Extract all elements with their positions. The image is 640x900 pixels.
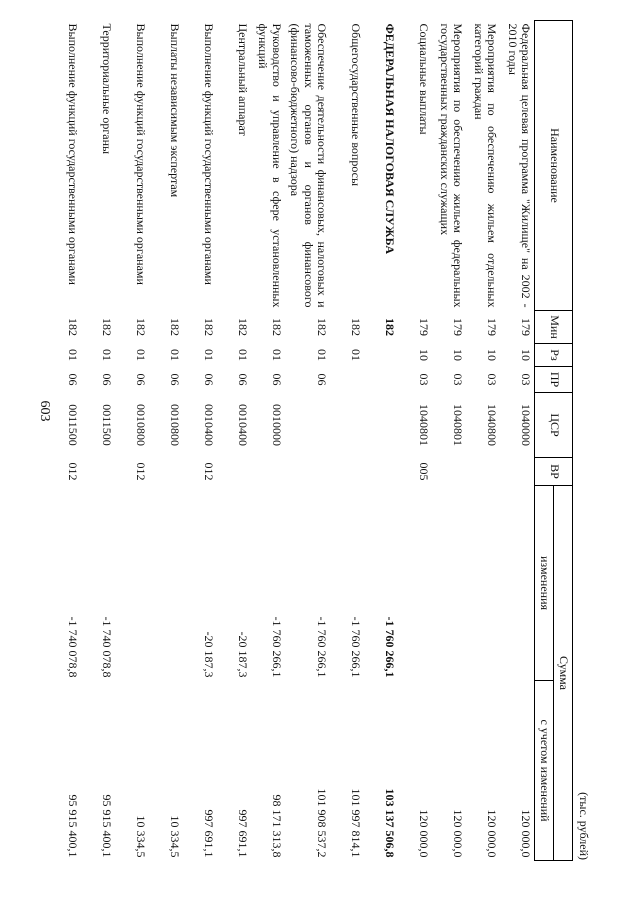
row-name: Мероприятия по обеспечению жильем федеральных государственных гражданских служащих [437, 23, 466, 308]
row-name: Выполнение функций государственными органами [202, 23, 217, 285]
row-total: 10 334,5 [168, 815, 183, 858]
row-total: 120 000,0 [519, 809, 534, 858]
row-csr: 0010800 [134, 404, 149, 446]
table-row [149, 21, 183, 861]
row-min: 182 [315, 318, 330, 336]
row-vr: 005 [417, 462, 432, 481]
row-csr: 1040800 [485, 404, 500, 446]
row-total: 95 915 400,1 [100, 794, 115, 858]
row-csr: 0011500 [100, 404, 115, 446]
row-min: 179 [417, 318, 432, 336]
row-pr: 06 [100, 373, 115, 386]
header-csr: ЦСР [535, 393, 573, 458]
row-pr: 06 [270, 373, 285, 386]
row-pr: 03 [417, 373, 432, 386]
row-vr [251, 458, 285, 486]
row-rz: 10 [485, 349, 500, 361]
row-vr: 012 [202, 462, 217, 481]
row-pr [330, 367, 364, 393]
row-total: 997 691,1 [202, 809, 217, 858]
row-vr [217, 458, 251, 486]
table-row [183, 21, 217, 861]
row-rz: 01 [270, 349, 285, 361]
row-pr: 06 [134, 373, 149, 386]
table-row [285, 21, 330, 861]
row-name: Руководство и управление в сфере установленных функций [256, 23, 285, 308]
row-rz: 01 [349, 349, 364, 361]
row-csr: 0010400 [202, 404, 217, 446]
header-vr: ВР [535, 458, 573, 486]
row-rz: 01 [315, 349, 330, 361]
row-change: -1 760 266,1 [383, 616, 398, 678]
row-csr [330, 393, 364, 458]
row-change [398, 486, 432, 681]
row-total: 101 997 814,1 [349, 788, 364, 858]
row-name: Территориальные органы [100, 23, 115, 155]
row-name: Выплаты независимым экспертам [168, 23, 183, 198]
row-pr: 06 [202, 373, 217, 386]
row-vr [500, 458, 535, 486]
header-change: изменения [535, 486, 554, 681]
row-min: 182 [168, 318, 183, 336]
table-row [251, 21, 285, 861]
row-change: -1 760 266,1 [315, 616, 330, 678]
row-pr: 06 [315, 373, 330, 386]
row-csr [285, 393, 330, 458]
table-row [217, 21, 251, 861]
row-name: ФЕДЕРАЛЬНАЯ НАЛОГОВАЯ СЛУЖБА [383, 23, 398, 255]
row-name: Общегосударственные вопросы [349, 23, 364, 187]
table-body [47, 21, 535, 861]
row-vr [432, 458, 466, 486]
row-csr: 1040000 [519, 404, 534, 446]
header-min: Мин [535, 311, 573, 344]
rotated-page [66, 20, 611, 860]
page-number: 603 [37, 400, 52, 422]
header-sum: Сумма [554, 486, 573, 861]
row-change [432, 486, 466, 681]
row-change [149, 486, 183, 681]
row-pr: 06 [168, 373, 183, 386]
row-name: Федеральная целевая программа "Жилище" на 2002 - 2010 годы [505, 23, 534, 308]
row-csr: 1040801 [451, 404, 466, 446]
row-rz: 10 [417, 349, 432, 361]
row-change [115, 486, 149, 681]
header-rz: Рз [535, 344, 573, 367]
table-row [81, 21, 115, 861]
row-vr [149, 458, 183, 486]
row-rz: 01 [236, 349, 251, 361]
row-change: -20 187,3 [202, 631, 217, 678]
row-min: 182 [134, 318, 149, 336]
budget-table [47, 20, 573, 861]
row-total: 103 137 506,8 [383, 788, 398, 858]
row-min: 182 [236, 318, 251, 336]
row-csr [364, 393, 398, 458]
row-name: Выполнение функций государственными органами [134, 23, 149, 285]
row-min: 182 [349, 318, 364, 336]
row-change: -1 760 266,1 [270, 616, 285, 678]
row-rz [364, 344, 398, 367]
header-with-changes: с учетом изменений [535, 681, 554, 861]
row-min: 182 [66, 318, 81, 336]
row-change: -1 740 078,8 [100, 616, 115, 678]
table-row [47, 21, 81, 861]
row-vr: 012 [66, 462, 81, 481]
row-rz: 01 [202, 349, 217, 361]
row-pr: 06 [236, 373, 251, 386]
row-name: Мероприятия по обеспечению жильем отдельных категорий граждан [471, 23, 500, 308]
row-vr [285, 458, 330, 486]
units-note: (тыс. рублей) [577, 792, 591, 860]
row-csr: 0010400 [236, 404, 251, 446]
row-min: 182 [202, 318, 217, 336]
row-pr: 03 [519, 373, 534, 386]
table-row [330, 21, 364, 861]
row-vr [364, 458, 398, 486]
row-pr: 03 [451, 373, 466, 386]
row-rz: 01 [66, 349, 81, 361]
row-vr [81, 458, 115, 486]
row-change [500, 486, 535, 681]
row-name: Социальные выплаты [417, 23, 432, 135]
table-row [398, 21, 432, 861]
row-total: 997 691,1 [236, 809, 251, 858]
row-rz: 01 [100, 349, 115, 361]
row-csr: 0010000 [270, 404, 285, 446]
row-rz: 01 [134, 349, 149, 361]
header-pr: ПР [535, 367, 573, 393]
row-rz: 10 [519, 349, 534, 361]
row-min: 179 [485, 318, 500, 336]
table-row [115, 21, 149, 861]
row-min: 179 [519, 318, 534, 336]
row-total: 95 915 400,1 [66, 794, 81, 858]
row-total: 10 334,5 [134, 815, 149, 858]
row-rz: 10 [451, 349, 466, 361]
row-change: -1 760 266,1 [349, 616, 364, 678]
row-min: 182 [383, 318, 398, 336]
row-total: 98 171 313,8 [270, 794, 285, 858]
row-vr [466, 458, 500, 486]
row-vr [330, 458, 364, 486]
table-row [432, 21, 466, 861]
table-row [466, 21, 500, 861]
row-csr: 1040801 [417, 404, 432, 446]
row-name: Обеспечение деятельности финансовых, налоговых и таможенных органов и органов финансового (финансово-бюджетного) надзора [287, 23, 330, 308]
row-vr: 012 [134, 462, 149, 481]
row-min: 182 [100, 318, 115, 336]
row-total: 120 000,0 [451, 809, 466, 858]
header-name: Наименование [535, 21, 573, 311]
table-row [364, 21, 398, 861]
row-total: 101 908 537,2 [315, 788, 330, 858]
row-total: 120 000,0 [485, 809, 500, 858]
row-rz: 01 [168, 349, 183, 361]
row-csr: 0011500 [66, 404, 81, 446]
row-min: 179 [451, 318, 466, 336]
row-name: Выполнение функций государственными органами [66, 23, 81, 285]
table-row [500, 21, 535, 861]
row-csr: 0010800 [168, 404, 183, 446]
row-pr: 06 [66, 373, 81, 386]
row-change: -20 187,3 [236, 631, 251, 678]
row-pr [364, 367, 398, 393]
row-change: -1 740 078,8 [66, 616, 81, 678]
row-name: Центральный аппарат [236, 23, 251, 136]
row-total: 120 000,0 [417, 809, 432, 858]
row-pr: 03 [485, 373, 500, 386]
row-change [466, 486, 500, 681]
row-min: 182 [270, 318, 285, 336]
